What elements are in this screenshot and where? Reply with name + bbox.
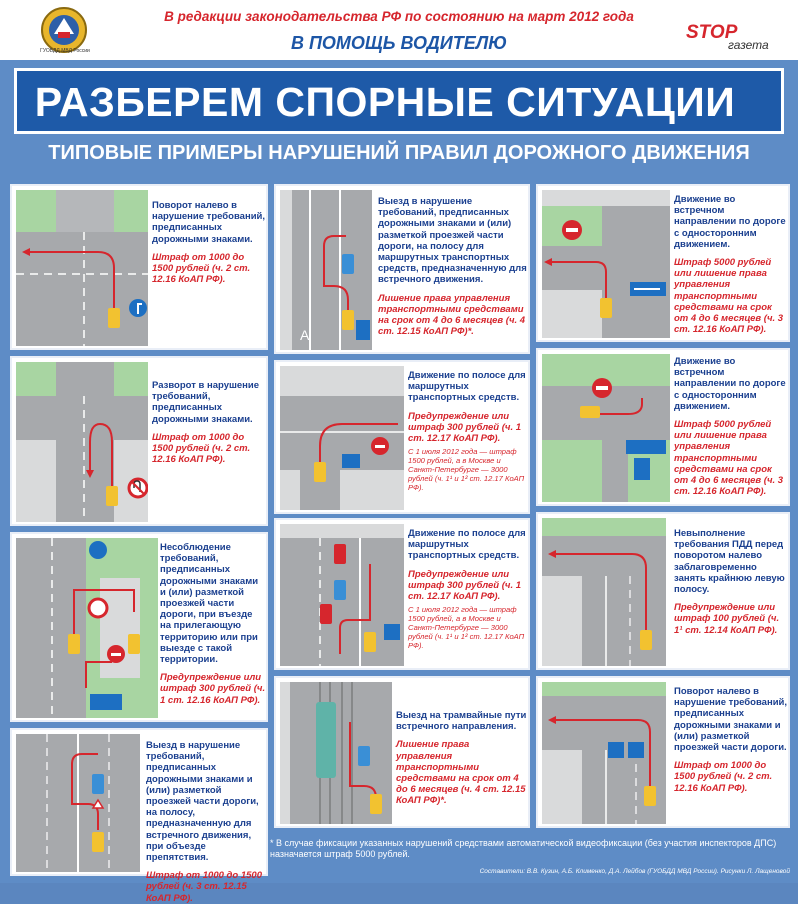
case-text: Несоблюдение требований, предписанных дорожными знаками и (или) разметкой проезжей части дороги, при въезде на прилегающую территорию или при выезде с такой территории. Предупреждение или штраф 300 рублей (ч. 1 ст. 12.16 КоАП РФ). xyxy=(160,542,266,706)
case-text: Движение по полосе для маршрутных транспортных средств. Предупреждение или штраф 300 рублей (ч. 1 ст. 12.17 КоАП РФ). С 1 июля 2012 года — штраф 1500 рублей, а в Москве и Санкт-Петербурге — 3000 рублей (ч. 1¹ и 1² ст. 12.17 КоАП РФ). xyxy=(408,370,526,493)
u-turn-illustration xyxy=(16,362,148,522)
edition-note: В редакции законодательства РФ по состоянию на март 2012 года xyxy=(164,9,634,24)
case-panel-right-2 xyxy=(536,348,790,506)
bus-lane-oncoming-illustration xyxy=(280,190,372,350)
case-panel-mid-4 xyxy=(274,676,530,828)
case-panel-mid-3 xyxy=(274,518,530,670)
brand-gazeta: газета xyxy=(728,38,769,52)
left-turn-illustration xyxy=(16,190,148,346)
footnote: * В случае фиксации указанных нарушений средствами автоматической видеофиксации (без участия инспекторов ДПС) назначается штраф 5000 рублей. xyxy=(270,838,777,859)
case-text: Выезд в нарушение требований, предписанных дорожными знаками и (или) разметкой проезжей части дороги, на полосу, предназначенную для встречного движения, при объезде препятствия. Штраф от 1000 до 1500 рублей (ч. 3 ст. 12.15 КоАП РФ). xyxy=(146,740,262,904)
tram-tracks-illustration xyxy=(280,682,392,824)
overtake-obstacle-illustration xyxy=(16,734,140,872)
case-panel-left-4 xyxy=(10,728,268,904)
adjacent-territory-illustration xyxy=(16,538,158,718)
svg-text:А: А xyxy=(300,327,310,343)
case-panel-left-1 xyxy=(10,184,268,350)
bus-lane-driving-illustration xyxy=(280,524,404,666)
credits: Составители: В.В. Кузин, А.Б. Клименко, Д.А. Лейбов (ГУОБДД МВД России). Рисунки Л. Лащеновой xyxy=(479,868,790,875)
helper-title: В ПОМОЩЬ ВОДИТЕЛЮ xyxy=(290,33,508,53)
case-text: Разворот в нарушение требований, предписанных дорожными знаками. Штраф от 1000 до 1500 рублей (ч. 2 ст. 12.16 КоАП РФ). xyxy=(152,380,260,466)
case-panel-left-2 xyxy=(10,356,268,526)
left-lane-illustration xyxy=(542,518,666,666)
case-text: Невыполнение требования ПДД перед поворотом налево заблаговременно занять крайнюю левую полосу. Предупреждение или штраф 100 рублей (ч. 1¹ ст. 12.14 КоАП РФ). xyxy=(674,528,785,636)
one-way-wrong-direction-illustration xyxy=(542,190,670,338)
case-panel-right-1 xyxy=(536,184,790,342)
bus-lane-turn-illustration xyxy=(280,366,404,510)
case-panel-right-4 xyxy=(536,676,790,828)
one-way-entry-illustration xyxy=(542,354,670,502)
header-bar xyxy=(0,0,798,60)
case-text: Движение во встречном направлении по дороге с односторонним движением. Штраф 5000 рублей или лишение права управления транспортными средствами на срок от 4 до 6 месяцев (ч. 3 ст. 12.16 КоАП РФ). xyxy=(674,356,786,498)
case-panel-mid-2 xyxy=(274,360,530,514)
brand-stop: STOP xyxy=(686,22,738,43)
lane-marking-turn-illustration xyxy=(542,682,666,824)
case-text: Поворот налево в нарушение требований, предписанных дорожными знаками и (или) разметкой проезжей части дороги. Штраф от 1000 до 1500 рублей (ч. 2 ст. 12.16 КоАП РФ). xyxy=(674,686,788,794)
case-text: Поворот налево в нарушение требований, предписанных дорожными знаками. Штраф от 1000 до 1500 рублей (ч. 2 ст. 12.16 КоАП РФ). xyxy=(152,200,266,286)
case-panel-right-3 xyxy=(536,512,790,670)
page-subtitle: ТИПОВЫЕ ПРИМЕРЫ НАРУШЕНИЙ ПРАВИЛ ДОРОЖНОГО ДВИЖЕНИЯ xyxy=(48,142,750,164)
case-text: Выезд на трамвайные пути встречного направления. Лишение права управления транспортными средствами на срок от 4 до 6 месяцев (ч. 4 ст. 12.15 КоАП РФ)*. xyxy=(396,710,527,807)
page-title: РАЗБЕРЕМ СПОРНЫЕ СИТУАЦИИ xyxy=(34,79,736,125)
case-panel-left-3 xyxy=(10,532,268,722)
case-panel-mid-1 xyxy=(274,184,530,354)
case-text: Движение во встречном направлении по дороге с односторонним движением. Штраф 5000 рублей или лишение права управления транспортными средствами на срок от 4 до 6 месяцев (ч. 3 ст. 12.16 КоАП РФ). xyxy=(674,194,786,336)
logo-caption: ГУОБДД МВД России xyxy=(40,48,90,54)
case-text: Выезд в нарушение требований, предписанных дорожными знаками и (или) разметкой проезжей части дороги, на полосу для маршрутных транспортных средств, предназначенную для встречного движения. Лишение права управления транспортными средствами на срок от 4 до 6 месяцев (ч. 4 ст. 12.15 КоАП РФ)*. xyxy=(378,196,527,338)
case-text: Движение по полосе для маршрутных транспортных средств. Предупреждение или штраф 300 рублей (ч. 1 ст. 12.17 КоАП РФ). С 1 июля 2012 года — штраф 1500 рублей, а в Москве и Санкт-Петербурге — 3000 рублей (ч. 1¹ и 1² ст. 12.17 КоАП РФ). xyxy=(408,528,526,651)
